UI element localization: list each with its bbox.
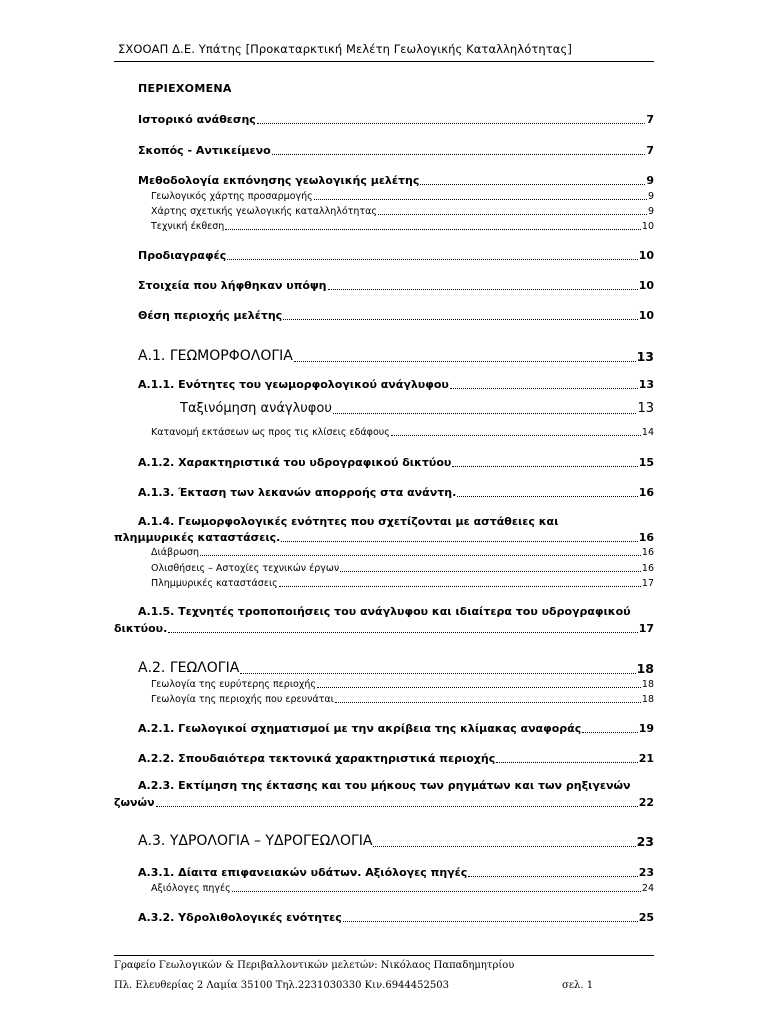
toc-subentry[interactable]: Γεωλογικός χάρτης προσαρμογής 9 <box>151 191 654 202</box>
toc-subentry[interactable]: Γεωλογία της περιοχής που ερευνάται 18 <box>151 694 654 705</box>
toc-entry[interactable]: Θέση περιοχής μελέτης 10 <box>138 309 654 322</box>
toc-entry[interactable]: Σκοπός - Αντικείμενο 7 <box>138 144 654 157</box>
toc-subentry[interactable]: Κατανομή εκτάσεων ως προς τις κλίσεις εδάφους 14 <box>151 427 654 438</box>
footer-rule <box>114 955 654 956</box>
toc-entry[interactable]: Ιστορικό ανάθεσης 7 <box>138 113 654 126</box>
toc-entry[interactable]: Α.2.2. Σπουδαιότερα τεκτονικά χαρακτηριστικά περιοχής 21 <box>138 752 654 765</box>
toc-entry[interactable]: Στοιχεία που λήφθηκαν υπόψη 10 <box>138 279 654 292</box>
toc-entry[interactable]: Α.1.3. Έκταση των λεκανών απορροής στα ανάντη. 16 <box>138 486 654 499</box>
toc-subentry[interactable]: Ταξινόμηση ανάγλυφου 13 <box>180 401 654 416</box>
toc-entry[interactable]: Α.3.1. Δίαιτα επιφανειακών υδάτων. Αξιόλογες πηγές 23 <box>138 866 654 879</box>
toc-subentry[interactable]: Γεωλογία της ευρύτερης περιοχής 18 <box>151 679 654 690</box>
toc-subentry[interactable]: Αξιόλογες πηγές 24 <box>151 883 654 894</box>
toc-subentry[interactable]: Τεχνική έκθεση 10 <box>151 221 654 232</box>
toc-entry[interactable]: Α.1.1. Ενότητες του γεωμορφολογικού ανάγλυφου 13 <box>138 378 654 391</box>
toc-entry-line1: Α.2.3. Εκτίμηση της έκτασης και του μήκους των ρηγμάτων και των ρηξιγενών <box>138 779 631 792</box>
footer-address: Πλ. Ελευθερίας 2 Λαμία 35100 Τηλ.2231030330 Κιν.6944452503 <box>114 980 449 991</box>
toc-entry[interactable]: Α.1.2. Χαρακτηριστικά του υδρογραφικού δικτύου 15 <box>138 456 654 469</box>
page-number: σελ. 1 <box>562 980 594 991</box>
toc-subentry[interactable]: Χάρτης σχετικής γεωλογικής καταλληλότητας 9 <box>151 206 654 217</box>
toc-chapter[interactable]: Α.2. ΓΕΩΛΟΓΙΑ 18 <box>138 660 654 676</box>
document-header: ΣΧΟΟΑΠ Δ.Ε. Υπάτης [Προκαταρκτική Μελέτη Γεωλογικής Καταλληλότητας] <box>118 42 572 56</box>
toc-title: ΠΕΡΙΕΧΟΜΕΝΑ <box>138 82 232 95</box>
toc-chapter[interactable]: Α.3. ΥΔΡΟΛΟΓΙΑ – ΥΔΡΟΓΕΩΛΟΓΙΑ 23 <box>138 833 654 849</box>
toc-entry[interactable]: πλημμυρικές καταστάσεις. 16 <box>114 531 654 544</box>
toc-subentry[interactable]: Πλημμυρικές καταστάσεις 17 <box>151 578 654 589</box>
toc-subentry[interactable]: Ολισθήσεις – Αστοχίες τεχνικών έργων 16 <box>151 563 654 574</box>
toc-entry[interactable]: Μεθοδολογία εκπόνησης γεωλογικής μελέτης 9 <box>138 174 654 187</box>
footer-office: Γραφείο Γεωλογικών & Περιβαλλοντικών μελετών: Νικόλαος Παπαδημητρίου <box>114 960 515 971</box>
toc-entry[interactable]: Α.3.2. Υδρολιθολογικές ενότητες 25 <box>138 911 654 924</box>
toc-entry[interactable]: Προδιαγραφές 10 <box>138 249 654 262</box>
toc-entry[interactable]: Α.2.1. Γεωλογικοί σχηματισμοί με την ακρίβεια της κλίμακας αναφοράς 19 <box>138 722 654 735</box>
toc-entry-line1: Α.1.4. Γεωμορφολογικές ενότητες που σχετίζονται με αστάθειες και <box>138 515 559 528</box>
toc-subentry[interactable]: Διάβρωση 16 <box>151 547 654 558</box>
toc-entry[interactable]: ζωνών 22 <box>114 796 654 809</box>
toc-entry[interactable]: δικτύου. 17 <box>114 622 654 635</box>
toc-entry-line1: Α.1.5. Τεχνητές τροποποιήσεις του ανάγλυφου και ιδιαίτερα του υδρογραφικού <box>138 605 631 618</box>
toc-chapter[interactable]: Α.1. ΓΕΩΜΟΡΦΟΛΟΓΙΑ 13 <box>138 348 654 364</box>
